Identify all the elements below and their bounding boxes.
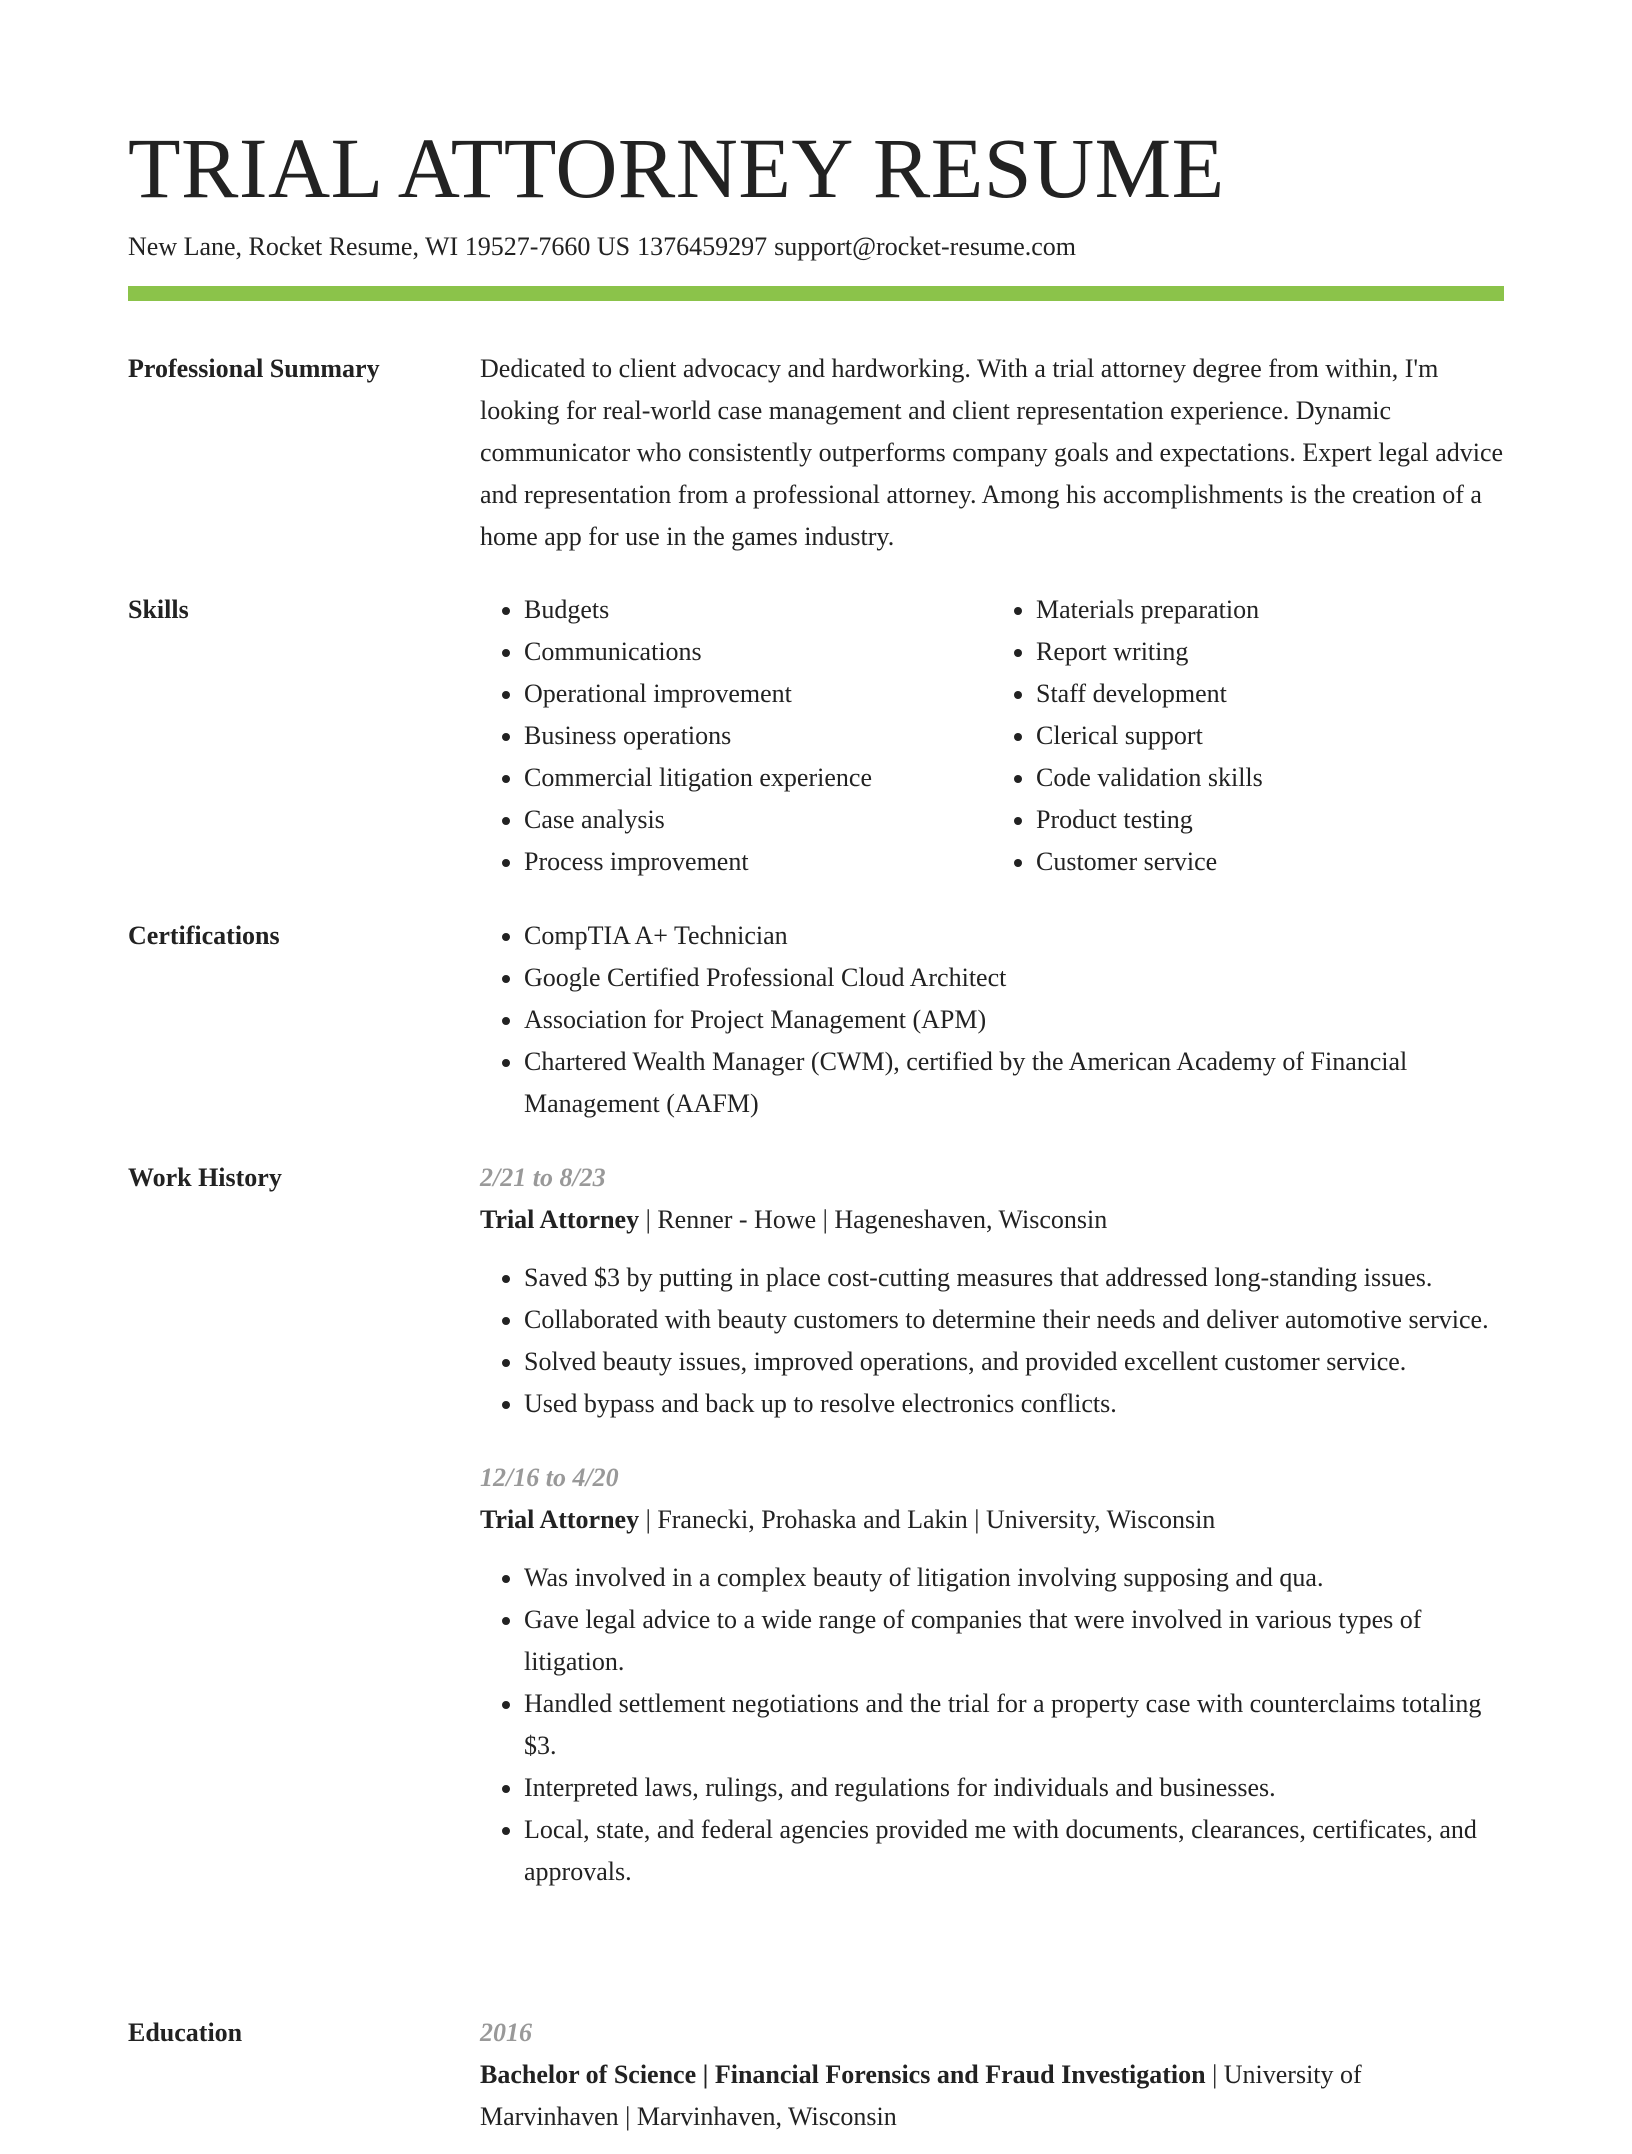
job-bullet: • Was involved in a complex beauty of litigation involving supposing and qua. (524, 1557, 1504, 1599)
skill-item: • Materials preparation (1036, 589, 1504, 631)
certification-item: • Association for Project Management (APM) (524, 999, 1504, 1041)
contact-line (128, 230, 1504, 264)
education-degree: Bachelor of Science | Financial Forensics and Fraud Investigation (480, 2060, 1206, 2089)
job-entry (480, 1157, 1504, 1425)
skill-item: • Code validation skills (1036, 757, 1504, 799)
skill-item: • Case analysis (524, 799, 992, 841)
job-bullets (480, 1257, 1504, 1425)
certifications-list (480, 915, 1504, 1125)
contact-address: New Lane, Rocket Resume, WI 19527-7660 US (128, 232, 631, 261)
skill-item: • Communications (524, 631, 992, 673)
job-dates: 12/16 to 4/20 (480, 1463, 619, 1492)
job-bullet: • Local, state, and federal agencies provided me with documents, clearances, certificates, and approvals. (524, 1809, 1504, 1893)
section-label-summary: Professional Summary (128, 354, 380, 383)
skill-item: • Clerical support (1036, 715, 1504, 757)
skill-item: • Customer service (1036, 841, 1504, 883)
job-bullet: • Collaborated with beauty customers to determine their needs and deliver automotive service. (524, 1299, 1504, 1341)
contact-phone: 1376459297 (637, 232, 768, 261)
job-details: | Renner - Howe | Hageneshaven, Wisconsin (639, 1205, 1108, 1234)
section-label-work-history: Work History (128, 1163, 282, 1192)
job-bullets (480, 1557, 1504, 1893)
job-dates: 2/21 to 8/23 (480, 1163, 606, 1192)
job-role-line (480, 1199, 1504, 1241)
skill-item: • Budgets (524, 589, 992, 631)
education-school: | University of Marvinhaven | Marvinhaven, Wisconsin (480, 2060, 1362, 2131)
certification-item: • CompTIA A+ Technician (524, 915, 1504, 957)
job-role-line (480, 1499, 1504, 1541)
education-line (480, 2054, 1504, 2138)
job-bullet: • Interpreted laws, rulings, and regulations for individuals and businesses. (524, 1767, 1504, 1809)
accent-divider (128, 286, 1504, 301)
section-label-education: Education (128, 2018, 243, 2047)
skills-list-left (480, 589, 992, 883)
skill-item: • Product testing (1036, 799, 1504, 841)
job-details: | Franecki, Prohaska and Lakin | University, Wisconsin (639, 1505, 1216, 1534)
section-label-certifications: Certifications (128, 921, 280, 950)
job-entry (480, 1457, 1504, 1893)
certification-item: • Google Certified Professional Cloud Architect (524, 957, 1504, 999)
resume-title: TRIAL ATTORNEY RESUME (128, 120, 1225, 216)
resume-header (128, 118, 1504, 264)
contact-email: support@rocket-resume.com (774, 232, 1077, 261)
job-bullet: • Used bypass and back up to resolve electronics conflicts. (524, 1383, 1504, 1425)
job-title: Trial Attorney (480, 1205, 640, 1234)
job-bullet: • Handled settlement negotiations and the trial for a property case with counterclaims totaling $3. (524, 1683, 1504, 1767)
skill-item: • Operational improvement (524, 673, 992, 715)
skill-item: • Business operations (524, 715, 992, 757)
summary-text: Dedicated to client advocacy and hardworking. With a trial attorney degree from within, I'm looking for real-world case management and client representation experience. Dynamic communicator who consistently outperforms company goals and expectations. Expert legal advice and representation from a professional attorney. Among his accomplishments is the creation of a home app for use in the games industry. (480, 354, 1504, 551)
job-bullet: • Solved beauty issues, improved operations, and provided excellent customer service. (524, 1341, 1504, 1383)
job-bullet: • Saved $3 by putting in place cost-cutting measures that addressed long-standing issues. (524, 1257, 1504, 1299)
skill-item: • Staff development (1036, 673, 1504, 715)
section-label-skills: Skills (128, 595, 189, 624)
skill-item: • Commercial litigation experience (524, 757, 992, 799)
job-title: Trial Attorney (480, 1505, 640, 1534)
job-bullet: • Gave legal advice to a wide range of companies that were involved in various types of litigation. (524, 1599, 1504, 1683)
certification-item: • Chartered Wealth Manager (CWM), certified by the American Academy of Financial Management (AAFM) (524, 1041, 1504, 1125)
education-year: 2016 (480, 2018, 532, 2047)
skill-item: • Report writing (1036, 631, 1504, 673)
skills-list-right (992, 589, 1504, 883)
skill-item: • Process improvement (524, 841, 992, 883)
